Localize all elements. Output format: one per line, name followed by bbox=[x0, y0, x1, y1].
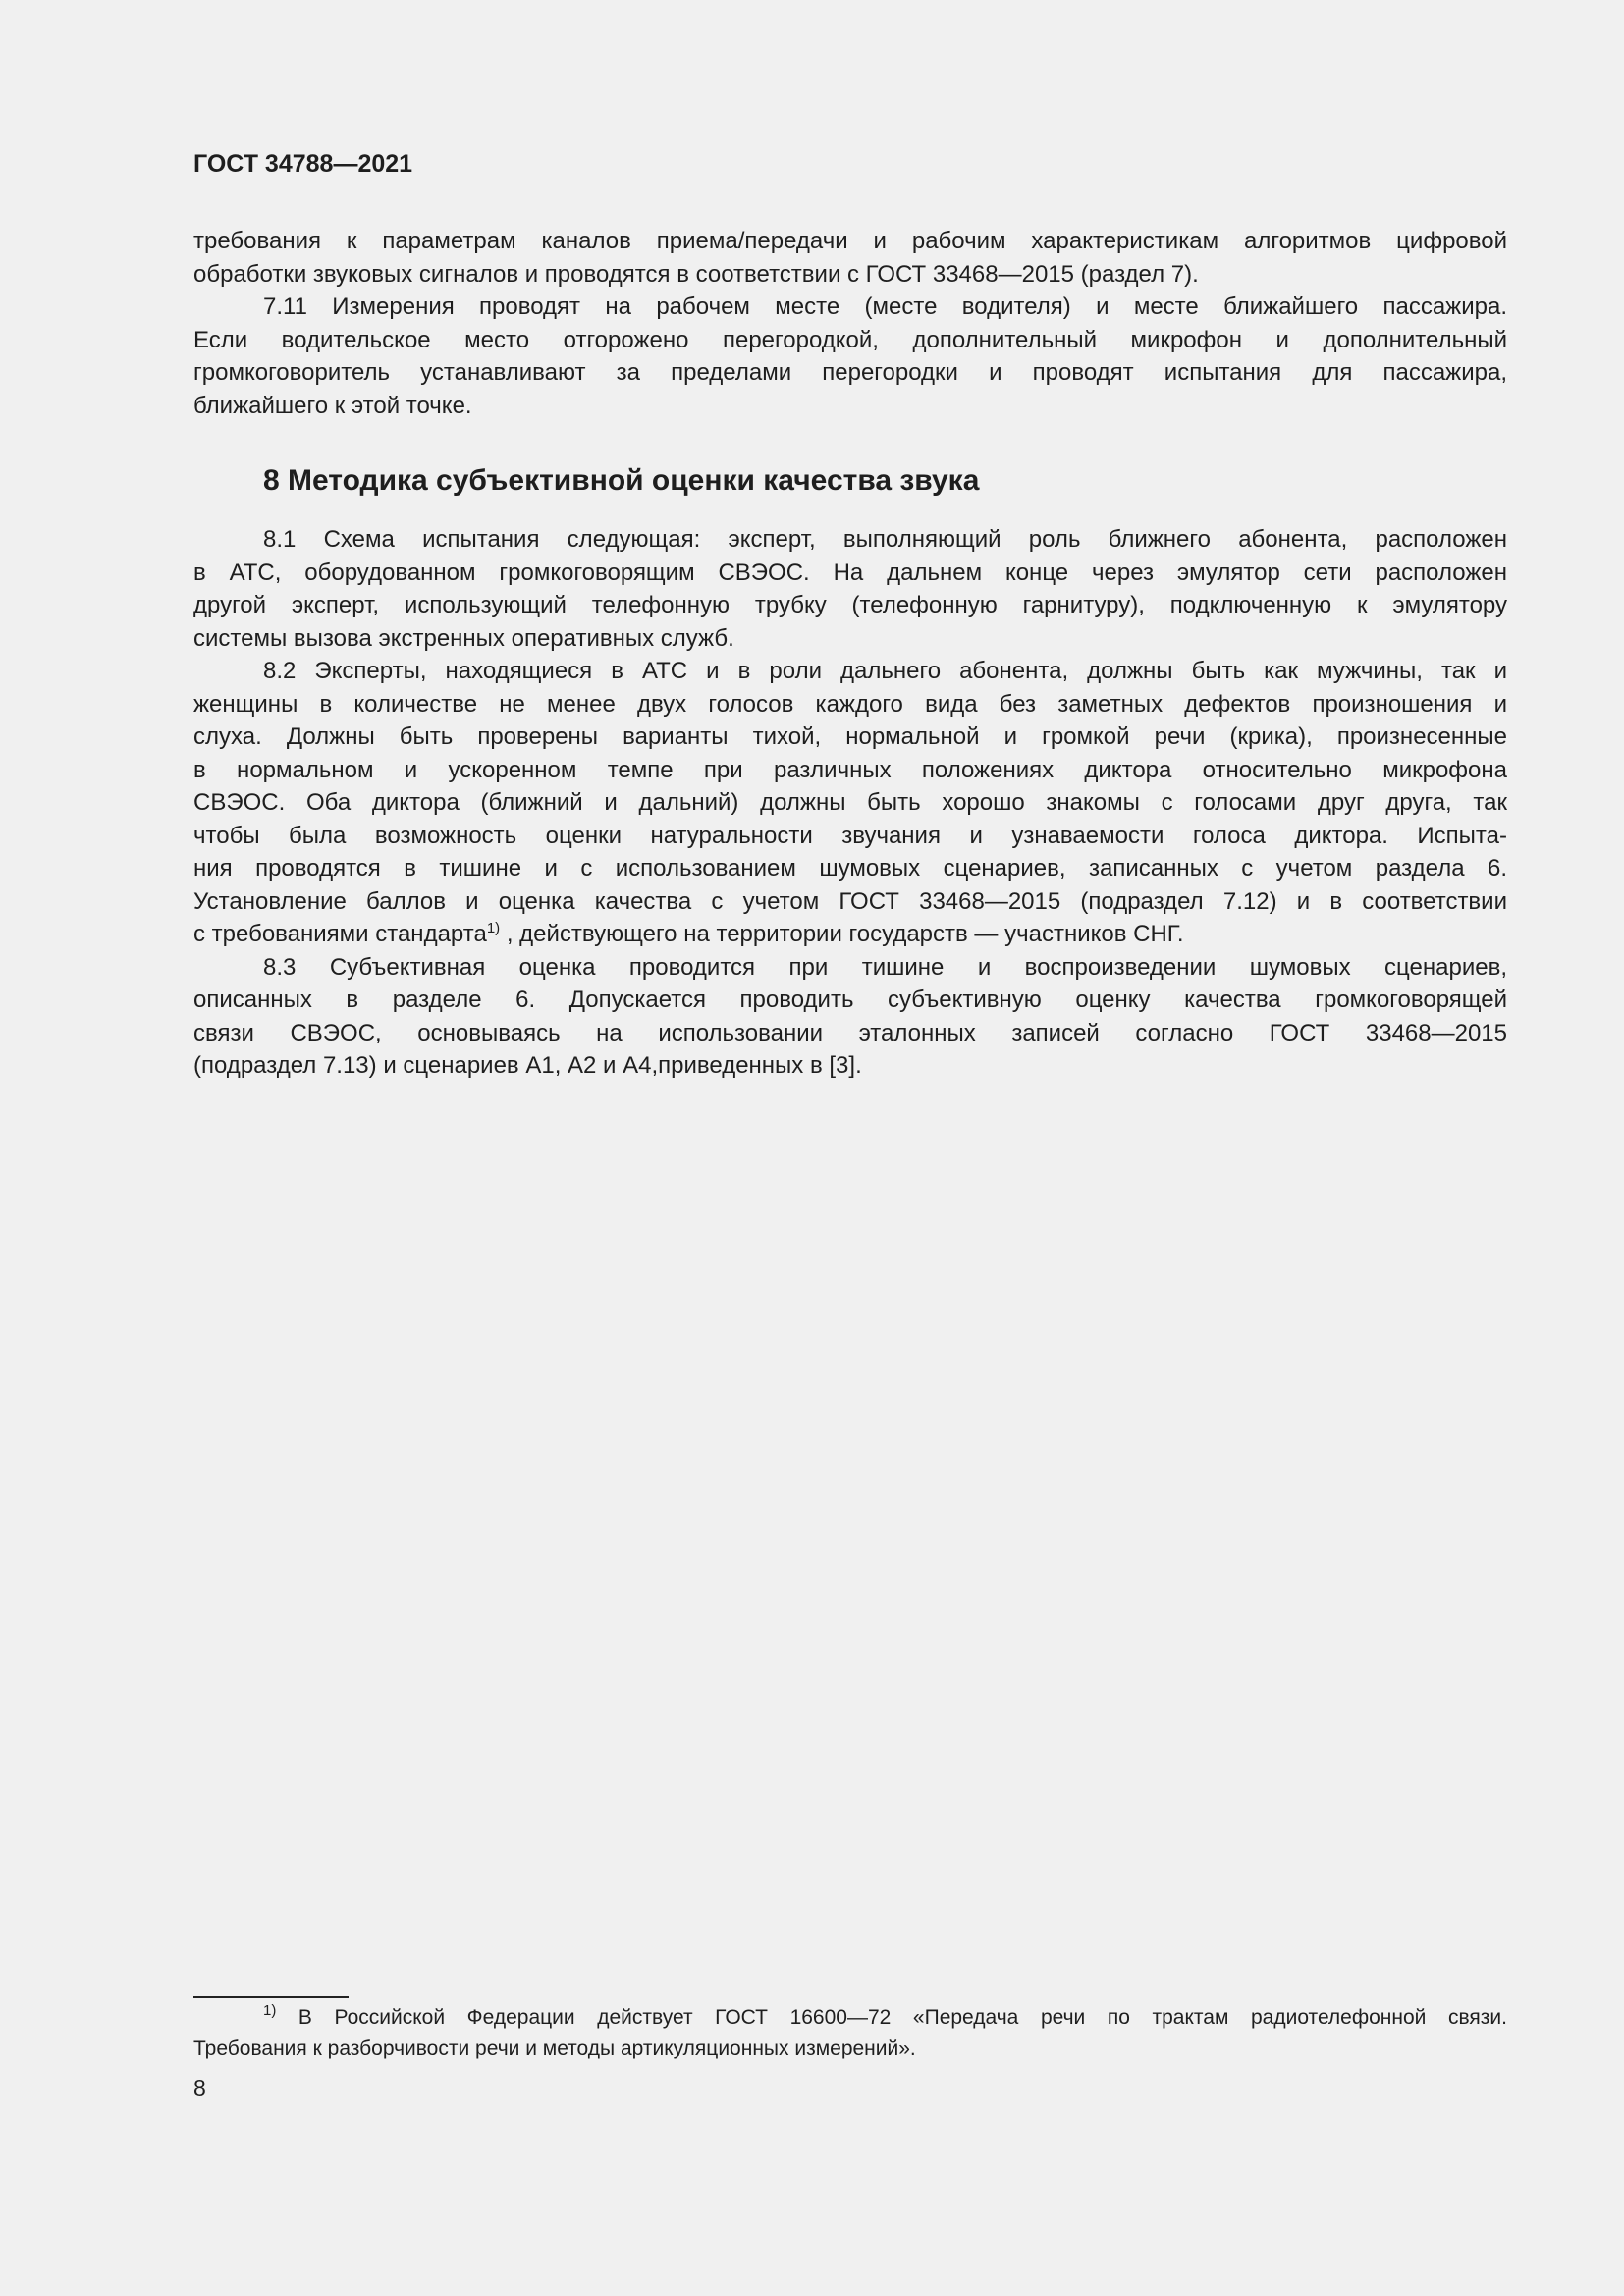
line-text: в нормальном и ускоренном темпе при различных положениях диктора относительно микрофона bbox=[193, 756, 1507, 783]
line-text: Требования к разборчивости речи и методы артикуляционных измерений». bbox=[193, 2037, 916, 2059]
footnote-divider bbox=[193, 1996, 349, 1998]
footnote-reference: 1) bbox=[486, 920, 501, 936]
text-line bbox=[193, 356, 1507, 390]
page-number: 8 bbox=[193, 2075, 206, 2101]
text-line bbox=[193, 984, 1507, 1017]
line-text: Установление баллов и оценка качества с учетом ГОСТ 33468—2015 (подраздел 7.12) и в соответствии bbox=[193, 887, 1507, 915]
text-line bbox=[193, 622, 1507, 656]
line-text: , действующего на территории государств — участников СНГ. bbox=[500, 921, 1184, 947]
document-header: ГОСТ 34788—2021 bbox=[193, 150, 413, 178]
text-line bbox=[193, 324, 1507, 357]
body-text-block-2 bbox=[193, 523, 1507, 1083]
section-heading: 8 Методика субъективной оценки качества звука bbox=[263, 464, 980, 497]
line-text: системы вызова экстренных оперативных служб. bbox=[193, 624, 734, 652]
line-text: с требованиями стандарта bbox=[193, 921, 487, 947]
text-line bbox=[193, 225, 1507, 258]
text-line bbox=[193, 2002, 1507, 2033]
body-text-block-1 bbox=[193, 225, 1507, 422]
text-line bbox=[193, 754, 1507, 787]
text-line bbox=[193, 885, 1507, 919]
line-text: Если водительское место отгорожено перегородкой, дополнительный микрофон и дополнительный bbox=[193, 326, 1507, 353]
text-line bbox=[193, 655, 1507, 688]
line-text: 8.1 Схема испытания следующая: эксперт, выполняющий роль ближнего абонента, расположен bbox=[263, 526, 1507, 553]
text-line bbox=[193, 2033, 1507, 2063]
line-text: 8.3 Субъективная оценка проводится при тишине и воспроизведении шумовых сценариев, bbox=[263, 953, 1507, 981]
line-text: 7.11 Измерения проводят на рабочем месте (месте водителя) и месте ближайшего пассажира. bbox=[263, 294, 1507, 320]
text-line bbox=[193, 390, 1507, 423]
line-text: требования к параметрам каналов приема/передачи и рабочим характеристикам алгоритмов цифровой bbox=[193, 228, 1507, 254]
line-text: ния проводятся в тишине и с использованием шумовых сценариев, записанных с учетом раздела 6. bbox=[193, 855, 1507, 881]
text-line bbox=[193, 721, 1507, 754]
line-text: в АТС, оборудованном громкоговорящим СВЭОС. На дальнем конце через эмулятор сети расположен bbox=[193, 559, 1507, 586]
line-text: другой эксперт, использующий телефонную трубку (телефонную гарнитуру), подключенную к эмулятору bbox=[193, 592, 1507, 618]
text-line bbox=[193, 688, 1507, 721]
line-text: женщины в количестве не менее двух голосов каждого вида без заметных дефектов произношения и bbox=[193, 690, 1507, 718]
line-text: описанных в разделе 6. Допускается проводить субъективную оценку качества громкоговорящей bbox=[193, 987, 1507, 1013]
line-text: ближайшего к этой точке. bbox=[193, 392, 472, 419]
text-line bbox=[193, 1049, 1507, 1083]
text-line bbox=[193, 557, 1507, 590]
footnote bbox=[193, 2002, 1507, 2063]
text-line bbox=[193, 1017, 1507, 1050]
text-line bbox=[193, 820, 1507, 853]
line-text: громкоговоритель устанавливают за пределами перегородки и проводят испытания для пассажира, bbox=[193, 359, 1507, 386]
text-line bbox=[193, 589, 1507, 622]
line-text: СВЭОС. Оба диктора (ближний и дальний) должны быть хорошо знакомы с голосами друг друга, так bbox=[193, 789, 1507, 816]
line-text: чтобы была возможность оценки натуральности звучания и узнаваемости голоса диктора. Испыта- bbox=[193, 822, 1507, 849]
text-line bbox=[193, 291, 1507, 324]
line-text: 8.2 Эксперты, находящиеся в АТС и в роли дальнего абонента, должны быть как мужчины, так и bbox=[263, 658, 1507, 684]
line-text: обработки звуковых сигналов и проводятся в соответствии с ГОСТ 33468—2015 (раздел 7). bbox=[193, 260, 1199, 288]
line-text: связи СВЭОС, основываясь на использовании эталонных записей согласно ГОСТ 33468—2015 bbox=[193, 1019, 1507, 1046]
text-line bbox=[193, 918, 1507, 951]
text-line bbox=[193, 852, 1507, 885]
line-text: (подраздел 7.13) и сценариев А1, А2 и А4,приведенных в [3]. bbox=[193, 1052, 862, 1079]
text-line bbox=[193, 786, 1507, 820]
line-text: В Российской Федерации действует ГОСТ 16600—72 «Передача речи по трактам радиотелефонной связи. bbox=[276, 2006, 1507, 2029]
line-text: слуха. Должны быть проверены варианты тихой, нормальной и громкой речи (крика), произнесенные bbox=[193, 723, 1507, 750]
footnote-marker: 1) bbox=[263, 2002, 277, 2019]
text-line bbox=[193, 951, 1507, 985]
text-line bbox=[193, 523, 1507, 557]
text-line bbox=[193, 258, 1507, 292]
